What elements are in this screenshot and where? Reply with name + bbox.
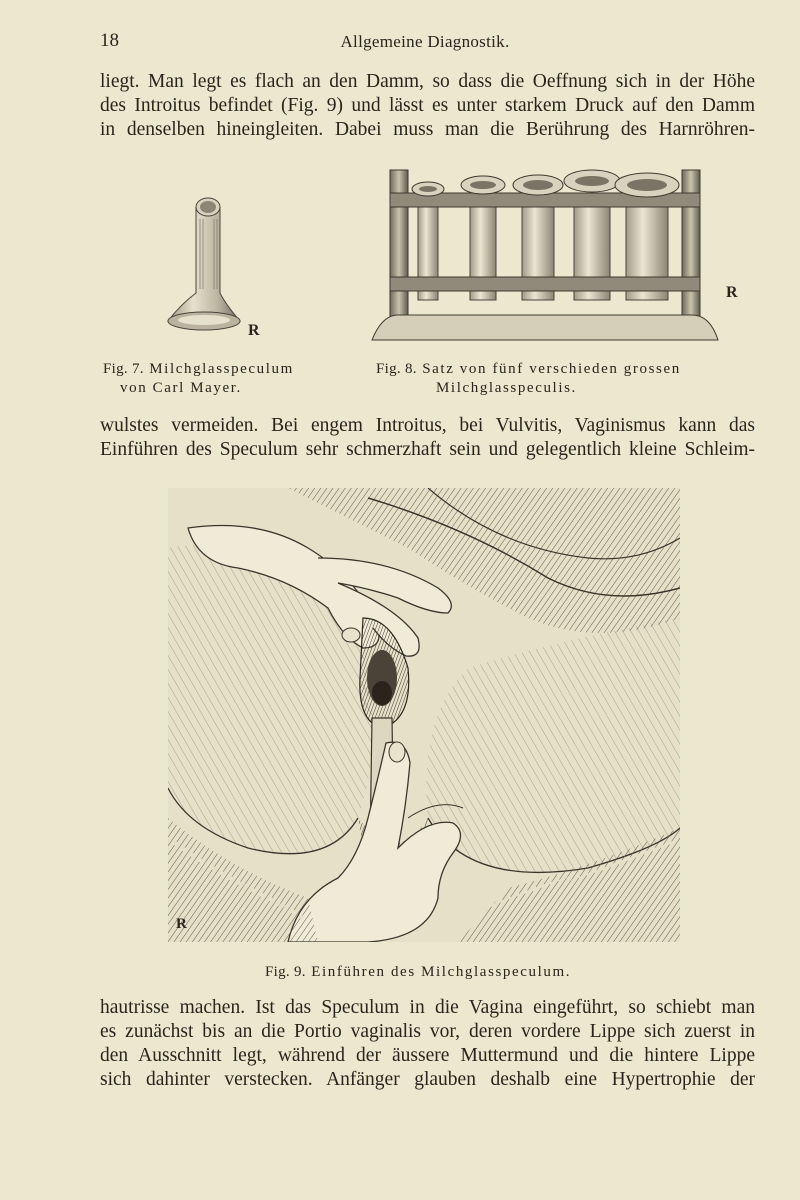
figure-9-engraving	[168, 488, 680, 942]
text-line: den Ausschnitt legt, während der äussere Muttermund und die hintere Lippe	[100, 1045, 755, 1066]
text-line: des Introitus befindet (Fig. 9) und lässt es unter starkem Druck auf den Damm	[100, 95, 755, 116]
figure-8-caption-line2: Milchglasspeculis.	[436, 380, 577, 396]
text-line: sich dahinter verstecken. Anfänger glauben deshalb eine Hypertrophie der	[100, 1069, 755, 1090]
figure-8-speculum-set-illustration	[362, 165, 752, 345]
paragraph-1	[100, 70, 755, 142]
page-number: 18	[100, 30, 119, 51]
figure-7-label: Fig. 7.	[103, 361, 144, 377]
paragraph-2	[100, 414, 755, 462]
page-header	[100, 30, 750, 54]
figure-9-caption-text: Einführen des Milchglasspeculum.	[311, 964, 572, 980]
figure-8-caption-line1: Satz von fünf verschieden grossen	[422, 361, 681, 377]
figure-7-speculum-illustration	[160, 185, 270, 340]
figure-8-caption	[376, 360, 681, 398]
figure-8-label: Fig. 8.	[376, 361, 417, 377]
figure-9-monogram: R	[176, 916, 187, 932]
paragraph-3	[100, 996, 755, 1092]
figure-7-caption	[103, 360, 294, 398]
figure-7-monogram: R	[248, 322, 260, 339]
text-line: Einführen des Speculum sehr schmerzhaft sein und gelegentlich kleine Schleim-	[100, 439, 755, 460]
figure-7-caption-line1: Milchglasspeculum	[149, 361, 294, 377]
text-line: es zunächst bis an die Portio vaginalis vor, deren vordere Lippe sich zuerst in	[100, 1021, 755, 1042]
figure-7-caption-line2: von Carl Mayer.	[120, 380, 242, 396]
text-line: wulstes vermeiden. Bei engem Introitus, bei Vulvitis, Vaginismus kann das	[100, 415, 755, 436]
text-line: liegt. Man legt es flach an den Damm, so dass die Oeffnung sich in der Höhe	[100, 71, 755, 92]
running-title: Allgemeine Diagnostik.	[340, 32, 510, 51]
figure-8-monogram: R	[726, 284, 738, 301]
figure-9-label: Fig. 9.	[265, 964, 306, 980]
text-line: hautrisse machen. Ist das Speculum in die Vagina eingeführt, so schiebt man	[100, 997, 755, 1018]
figure-9-caption	[265, 963, 571, 982]
text-line: in denselben hineingleiten. Dabei muss man die Berührung des Harnröhren-	[100, 119, 755, 140]
